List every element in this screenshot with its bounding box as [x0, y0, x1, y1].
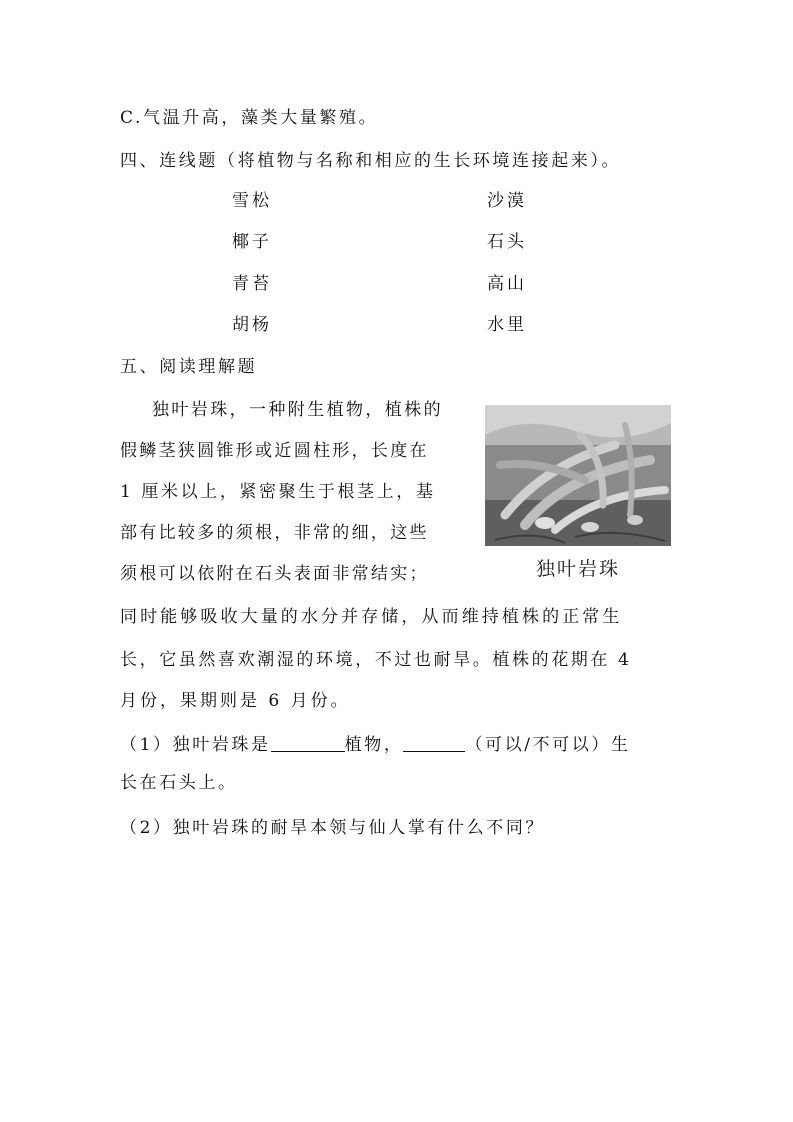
passage-line: 假鳞茎狭圆锥形或近圆柱形，长度在	[120, 441, 429, 461]
passage-line: 独叶岩珠，一种附生植物，植株的	[152, 400, 443, 420]
answer-blank-1[interactable]	[271, 735, 345, 752]
passage-line: 1 厘米以上，紧密聚生于根茎上，基	[120, 482, 436, 502]
environment-item: 高山	[487, 274, 527, 294]
plant-item: 青苔	[232, 274, 272, 294]
passage-line: 月份，果期则是 6 月份。	[120, 691, 351, 711]
question-2: （2）独叶岩珠的耐旱本领与仙人掌有什么不同？	[120, 818, 546, 838]
plant-photo-illustration	[485, 405, 671, 546]
environment-item: 水里	[487, 315, 527, 335]
passage-line: 须根可以依附在石头表面非常结实；	[120, 564, 429, 584]
question-1-text-c: （可以/不可以）生	[465, 735, 631, 755]
passage-line: 同时能够吸收大量的水分并存储，从而维持植株的正常生	[120, 607, 623, 627]
section5-title: 五、阅读理解题	[120, 357, 258, 377]
question-1-text-b: 植物，	[344, 735, 404, 755]
passage-line: 长，它虽然喜欢潮湿的环境，不过也耐旱。植株的花期在 4	[120, 650, 632, 670]
section4-title: 四、连线题（将植物与名称和相应的生长环境连接起来）。	[120, 151, 622, 171]
question-1	[120, 734, 631, 756]
question-1-continued: 长在石头上。	[120, 773, 238, 793]
answer-blank-2[interactable]	[403, 735, 465, 752]
plant-item: 胡杨	[232, 315, 272, 335]
plant-item: 雪松	[232, 191, 272, 211]
environment-item: 石头	[487, 232, 527, 252]
plant-item: 椰子	[232, 232, 272, 252]
environment-item: 沙漠	[487, 191, 527, 211]
plant-photo	[485, 405, 671, 546]
passage-line: 部有比较多的须根，非常的细，这些	[120, 523, 429, 543]
plant-photo-caption: 独叶岩珠	[535, 558, 620, 580]
option-c: C.气温升高，藻类大量繁殖。	[120, 108, 379, 128]
question-1-text-a: （1）独叶岩珠是	[120, 735, 271, 755]
